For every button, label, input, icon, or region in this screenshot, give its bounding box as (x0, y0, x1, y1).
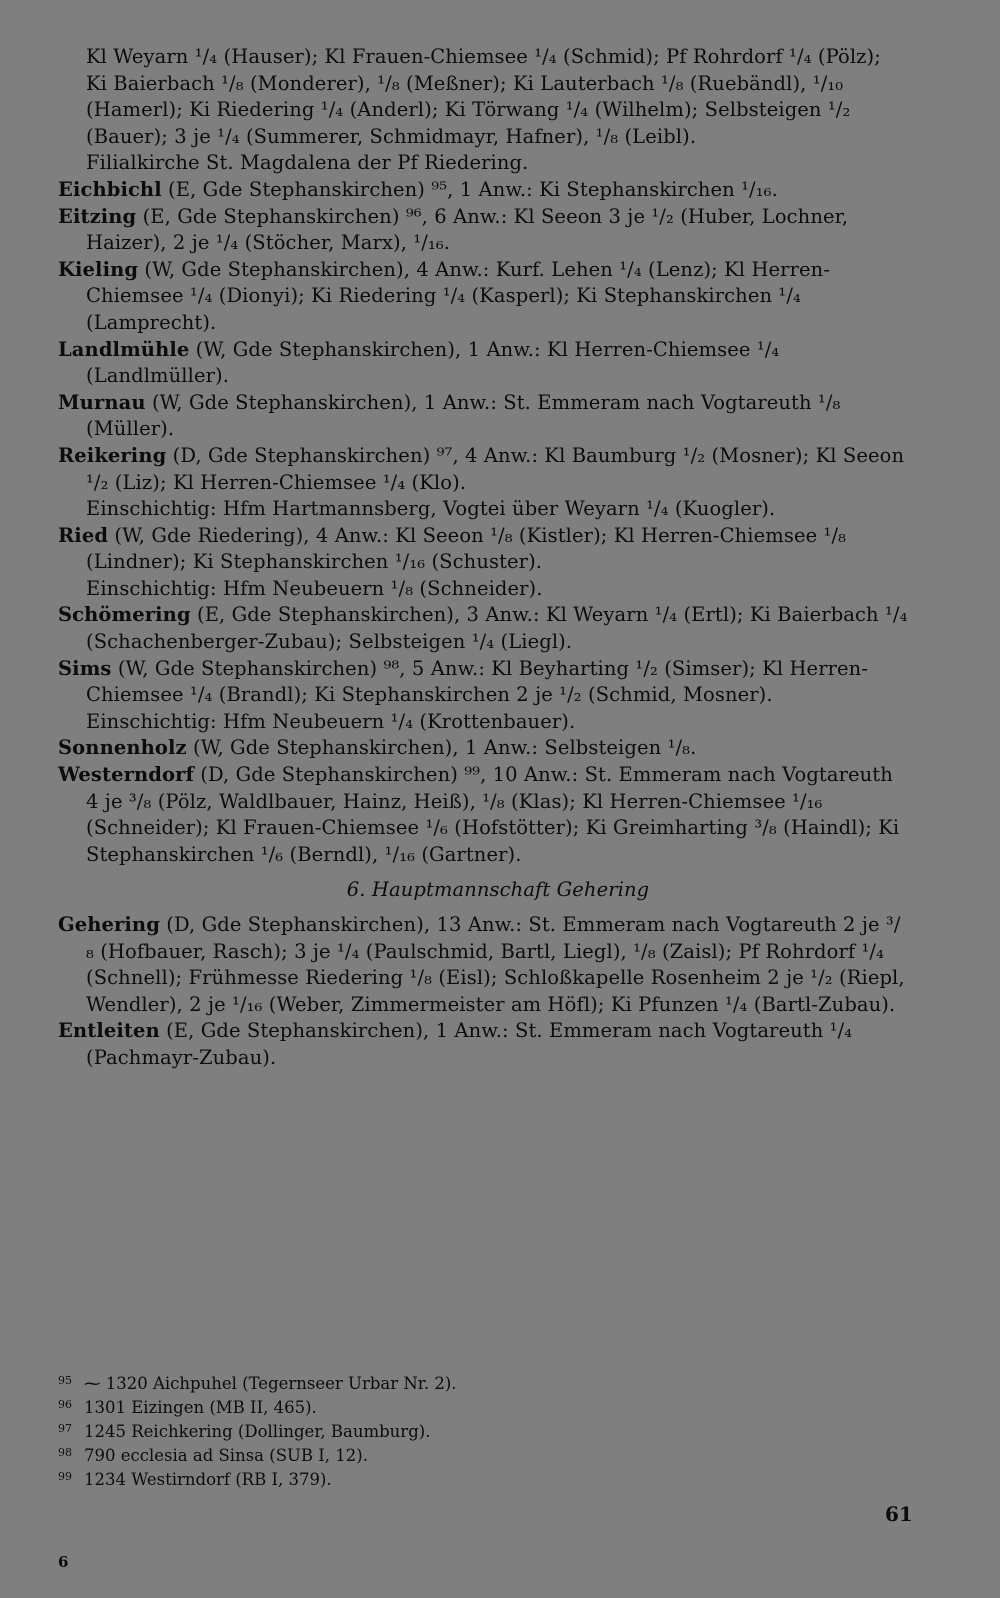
entry-text: (W, Gde Stephanskirchen), 1 Anw.: St. Emmeram nach Vogtareuth ¹/₈ (Müller). (86, 390, 841, 441)
place-entries-gehering (58, 912, 908, 1072)
entry-continuation (58, 44, 908, 150)
place-name: Landlmühle (58, 337, 190, 361)
footnote-number: 99 (58, 1470, 72, 1483)
footnote-number: 97 (58, 1422, 72, 1435)
entry-text: (D, Gde Stephanskirchen) ⁹⁷, 4 Anw.: Kl Baumburg ¹/₂ (Mosner); Kl Seeon ¹/₂ (Liz); Kl Herren-Chiemsee ¹/₄ (Klo). (86, 443, 905, 494)
entry-continuation (58, 576, 908, 603)
footnote-number: 95 (58, 1374, 72, 1387)
footnote (58, 1394, 758, 1418)
footnote (58, 1370, 758, 1394)
place-entry (58, 912, 908, 1018)
place-name: Ried (58, 523, 109, 547)
place-entry (58, 204, 908, 257)
place-name: Kieling (58, 257, 139, 281)
entry-text: Kl Weyarn ¹/₄ (Hauser); Kl Frauen-Chiemsee ¹/₄ (Schmid); Pf Rohrdorf ¹/₄ (Pölz); Ki Baierbach ¹/₈ (Monderer), ¹/₈ (Meßner); Ki Lauterbach ¹/₈ (Ruebändl), ¹/₁₀ (Hamerl); Ki Riedering ¹/₄ (Anderl); Ki Törwang ¹/₄ (Wilhelm); Selbsteigen ¹/₂ (Bauer); 3 je ¹/₄ (Summerer, Schmidmayr, Hafner), ¹/₈ (Leibl). (86, 45, 881, 148)
place-name: Eichbichl (58, 177, 162, 201)
place-entry (58, 656, 908, 709)
entry-continuation (58, 709, 908, 736)
place-entry (58, 735, 908, 762)
place-entry (58, 523, 908, 576)
place-entry (58, 257, 908, 337)
footnote-text: 1234 Westirndorf (RB I, 379). (84, 1470, 332, 1489)
footnote-text: 1301 Eizingen (MB II, 465). (84, 1398, 317, 1417)
entry-text: Einschichtig: Hfm Neubeuern ¹/₈ (Schneider). (86, 576, 543, 600)
place-entry (58, 602, 908, 655)
place-name: Sims (58, 656, 112, 680)
place-name: Gehering (58, 913, 160, 936)
entry-text: (E, Gde Stephanskirchen) ⁹⁶, 6 Anw.: Kl Seeon 3 je ¹/₂ (Huber, Lochner, Haizer), 2 je ¹/₄ (Stöcher, Marx), ¹/₁₆. (86, 204, 849, 255)
entry-continuation (58, 496, 908, 523)
entry-text: (W, Gde Stephanskirchen), 1 Anw.: Kl Herren-Chiemsee ¹/₄ (Landlmüller). (86, 337, 780, 388)
place-name: Schömering (58, 603, 191, 627)
place-entry (58, 177, 908, 204)
footnote-text: 790 ecclesia ad Sinsa (SUB I, 12). (84, 1446, 368, 1465)
entry-text: Filialkirche St. Magdalena der Pf Riedering. (86, 151, 529, 175)
footnote (58, 1418, 758, 1442)
place-name: Entleiten (58, 1019, 160, 1043)
place-name: Westerndorf (58, 763, 194, 787)
place-entry (58, 337, 908, 390)
place-entries (58, 44, 908, 868)
entry-text: (W, Gde Stephanskirchen), 4 Anw.: Kurf. Lehen ¹/₄ (Lenz); Kl Herren-Chiemsee ¹/₄ (Dionyi); Ki Riedering ¹/₄ (Kasperl); Ki Stephanskirchen ¹/₄ (Lamprecht). (86, 257, 831, 334)
entry-text: Einschichtig: Hfm Hartmannsberg, Vogtei über Weyarn ¹/₄ (Kuogler). (86, 497, 776, 521)
signature-mark: 6 (58, 1553, 69, 1571)
body-text (58, 44, 908, 1072)
entry-text: (D, Gde Stephanskirchen), 13 Anw.: St. Emmeram nach Vogtareuth 2 je ³/₈ (Hofbauer, Rasch); 3 je ¹/₄ (Paulschmid, Bartl, Liegl), ¹/₈ (Zaisl); Pf Rohrdorf ¹/₄ (Schnell); Frühmesse Riedering ¹/₈ (Eisl); Schloßkapelle Rosenheim 2 je ¹/₂ (Riepl, Wendler), 2 je ¹/₁₆ (Weber, Zimmermeister am Höfl); Ki Pfunzen ¹/₄ (Bartl-Zubau). (86, 913, 905, 1016)
place-entry (58, 1018, 908, 1071)
entry-text: (E, Gde Stephanskirchen), 1 Anw.: St. Emmeram nach Vogtareuth ¹/₄ (Pachmayr-Zubau). (86, 1019, 853, 1069)
footnote (58, 1466, 758, 1490)
entry-text: (E, Gde Stephanskirchen), 3 Anw.: Kl Weyarn ¹/₄ (Ertl); Ki Baierbach ¹/₄ (Schachenberger-Zubau); Selbsteigen ¹/₄ (Liegl). (86, 603, 908, 654)
entry-text: (D, Gde Stephanskirchen) ⁹⁹, 10 Anw.: St. Emmeram nach Vogtareuth 4 je ³/₈ (Pölz, Waldlbauer, Hainz, Heiß), ¹/₈ (Klas); Kl Herren-Chiemsee ¹/₁₆ (Schneider); Kl Frauen-Chiemsee ¹/₆ (Hofstötter); Ki Greimharting ³/₈ (Haindl); Ki Stephanskirchen ¹/₆ (Berndl), ¹/₁₆ (Gartner). (86, 763, 900, 866)
entry-text: (W, Gde Riedering), 4 Anw.: Kl Seeon ¹/₈ (Kistler); Kl Herren-Chiemsee ¹/₈ (Lindner); Ki Stephanskirchen ¹/₁₆ (Schuster). (86, 523, 847, 574)
footnote-number: 98 (58, 1446, 72, 1459)
entry-continuation (58, 150, 908, 177)
entry-text: (W, Gde Stephanskirchen) ⁹⁸, 5 Anw.: Kl Beyharting ¹/₂ (Simser); Kl Herren-Chiemsee ¹/₄ (Brandl); Ki Stephanskirchen 2 je ¹/₂ (Schmid, Mosner). (86, 656, 869, 707)
page-number: 61 (885, 1502, 913, 1526)
footnote-number: 96 (58, 1398, 72, 1411)
entry-text: (W, Gde Stephanskirchen), 1 Anw.: Selbsteigen ¹/₈. (186, 736, 697, 760)
footnote-text: 1245 Reichkering (Dollinger, Baumburg). (84, 1422, 431, 1441)
place-name: Reikering (58, 443, 167, 467)
footnote (58, 1442, 758, 1466)
place-name: Sonnenholz (58, 736, 187, 760)
place-name: Murnau (58, 390, 146, 414)
footnotes (58, 1370, 758, 1490)
place-entry (58, 390, 908, 443)
place-entry (58, 443, 908, 496)
footnote-text: ⁓ 1320 Aichpuhel (Tegernseer Urbar Nr. 2). (84, 1374, 457, 1393)
entry-text: Einschichtig: Hfm Neubeuern ¹/₄ (Krottenbauer). (86, 709, 576, 733)
place-name: Eitzing (58, 204, 137, 228)
section-heading: 6. Hauptmannschaft Gehering (346, 878, 650, 902)
entry-text: (E, Gde Stephanskirchen) ⁹⁵, 1 Anw.: Ki Stephanskirchen ¹/₁₆. (161, 177, 778, 201)
place-entry (58, 762, 908, 868)
